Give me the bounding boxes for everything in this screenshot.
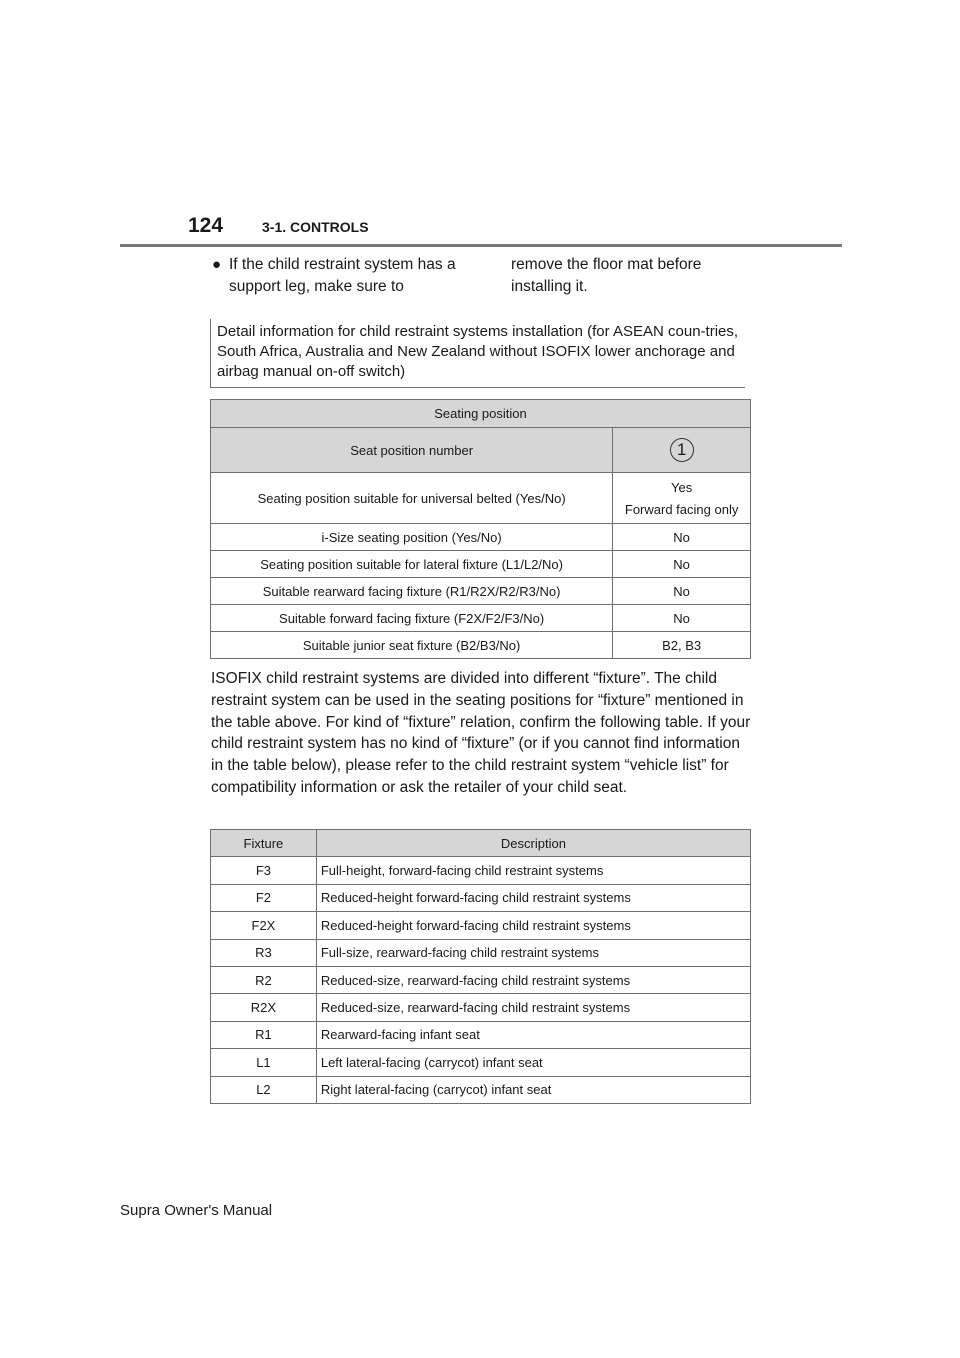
seat-number-circle: 1 <box>670 438 694 462</box>
isofix-paragraph: ISOFIX child restraint systems are divided into different “fixture”. The child restraint system can be used in the seating positions for “fixture” mentioned in the table above. For kind of “fixture” relation, confirm the following table. If your child restraint system has no kind of “fixture” (or if you cannot find information in the table below), please refer to the child restraint system “vehicle list” for compatibility information or ask the retailer of your child seat. <box>211 670 751 796</box>
table-row <box>211 966 751 993</box>
universal-value-yes: Yes <box>671 479 693 495</box>
description-column-header: Description <box>316 830 750 857</box>
row-value: No <box>613 551 751 578</box>
row-value: No <box>613 578 751 605</box>
row-label: Suitable rearward facing fixture (R1/R2X/R2/R3/No) <box>211 578 613 605</box>
section-title: 3-1. CONTROLS <box>262 219 369 235</box>
seat-position-number-cell <box>613 428 751 473</box>
row-label: i-Size seating position (Yes/No) <box>211 524 613 551</box>
fixture-column-header: Fixture <box>211 830 317 857</box>
table-row <box>211 524 751 551</box>
fixture-description: Rearward-facing infant seat <box>316 1021 750 1048</box>
intro-right-text: remove the floor mat before installing it. <box>511 256 702 295</box>
fixture-code: F2X <box>211 912 317 939</box>
fixture-description: Full-height, forward-facing child restraint systems <box>316 857 750 884</box>
seating-position-table <box>210 399 751 659</box>
table-row <box>211 994 751 1021</box>
fixture-code: F3 <box>211 857 317 884</box>
detail-box-text: Detail information for child restraint systems installation (for ASEAN coun-tries, South Africa, Australia and New Zealand without ISOFIX lower anchorage and airbag manual on-off switch) <box>217 323 739 380</box>
row-value: No <box>613 524 751 551</box>
table-row <box>211 605 751 632</box>
table-row <box>211 939 751 966</box>
fixture-code: R1 <box>211 1021 317 1048</box>
fixture-code: L1 <box>211 1049 317 1076</box>
table-row <box>211 1021 751 1048</box>
fixture-description: Reduced-size, rearward-facing child restraint systems <box>316 966 750 993</box>
fixture-description: Right lateral-facing (carrycot) infant seat <box>316 1076 750 1103</box>
fixture-description: Reduced-height forward-facing child restraint systems <box>316 884 750 911</box>
fixture-code: L2 <box>211 1076 317 1103</box>
fixture-code: F2 <box>211 884 317 911</box>
fixture-code: R2 <box>211 966 317 993</box>
table-row <box>211 632 751 659</box>
header-rule <box>120 244 842 247</box>
table-row <box>211 551 751 578</box>
table-row <box>211 1076 751 1103</box>
universal-belted-label: Seating position suitable for universal belted (Yes/No) <box>211 473 613 524</box>
fixture-description: Reduced-height forward-facing child restraint systems <box>316 912 750 939</box>
table-row <box>211 1049 751 1076</box>
table-row <box>211 912 751 939</box>
fixture-code: R3 <box>211 939 317 966</box>
fixture-description: Full-size, rearward-facing child restraint systems <box>316 939 750 966</box>
row-label: Suitable junior seat fixture (B2/B3/No) <box>211 632 613 659</box>
row-label: Seating position suitable for lateral fixture (L1/L2/No) <box>211 551 613 578</box>
page-number: 124 <box>188 214 224 237</box>
seat-position-number-label: Seat position number <box>211 428 613 473</box>
intro-left-text: If the child restraint system has a support leg, make sure to <box>229 256 456 295</box>
seating-position-header: Seating position <box>211 400 751 428</box>
table-row <box>211 857 751 884</box>
intro-bullet-text <box>214 254 484 298</box>
fixture-description: Left lateral-facing (carrycot) infant seat <box>316 1049 750 1076</box>
bullet-icon: ● <box>212 256 222 273</box>
universal-belted-value <box>613 473 751 524</box>
fixture-table <box>210 829 751 1104</box>
universal-value-forward: Forward facing only <box>624 501 739 517</box>
footer-manual-title: Supra Owner's Manual <box>120 1202 273 1219</box>
table-row <box>211 578 751 605</box>
fixture-code: R2X <box>211 994 317 1021</box>
row-value: No <box>613 605 751 632</box>
fixture-description: Reduced-size, rearward-facing child restraint systems <box>316 994 750 1021</box>
row-label: Suitable forward facing fixture (F2X/F2/F3/No) <box>211 605 613 632</box>
row-value: B2, B3 <box>613 632 751 659</box>
table-row <box>211 884 751 911</box>
